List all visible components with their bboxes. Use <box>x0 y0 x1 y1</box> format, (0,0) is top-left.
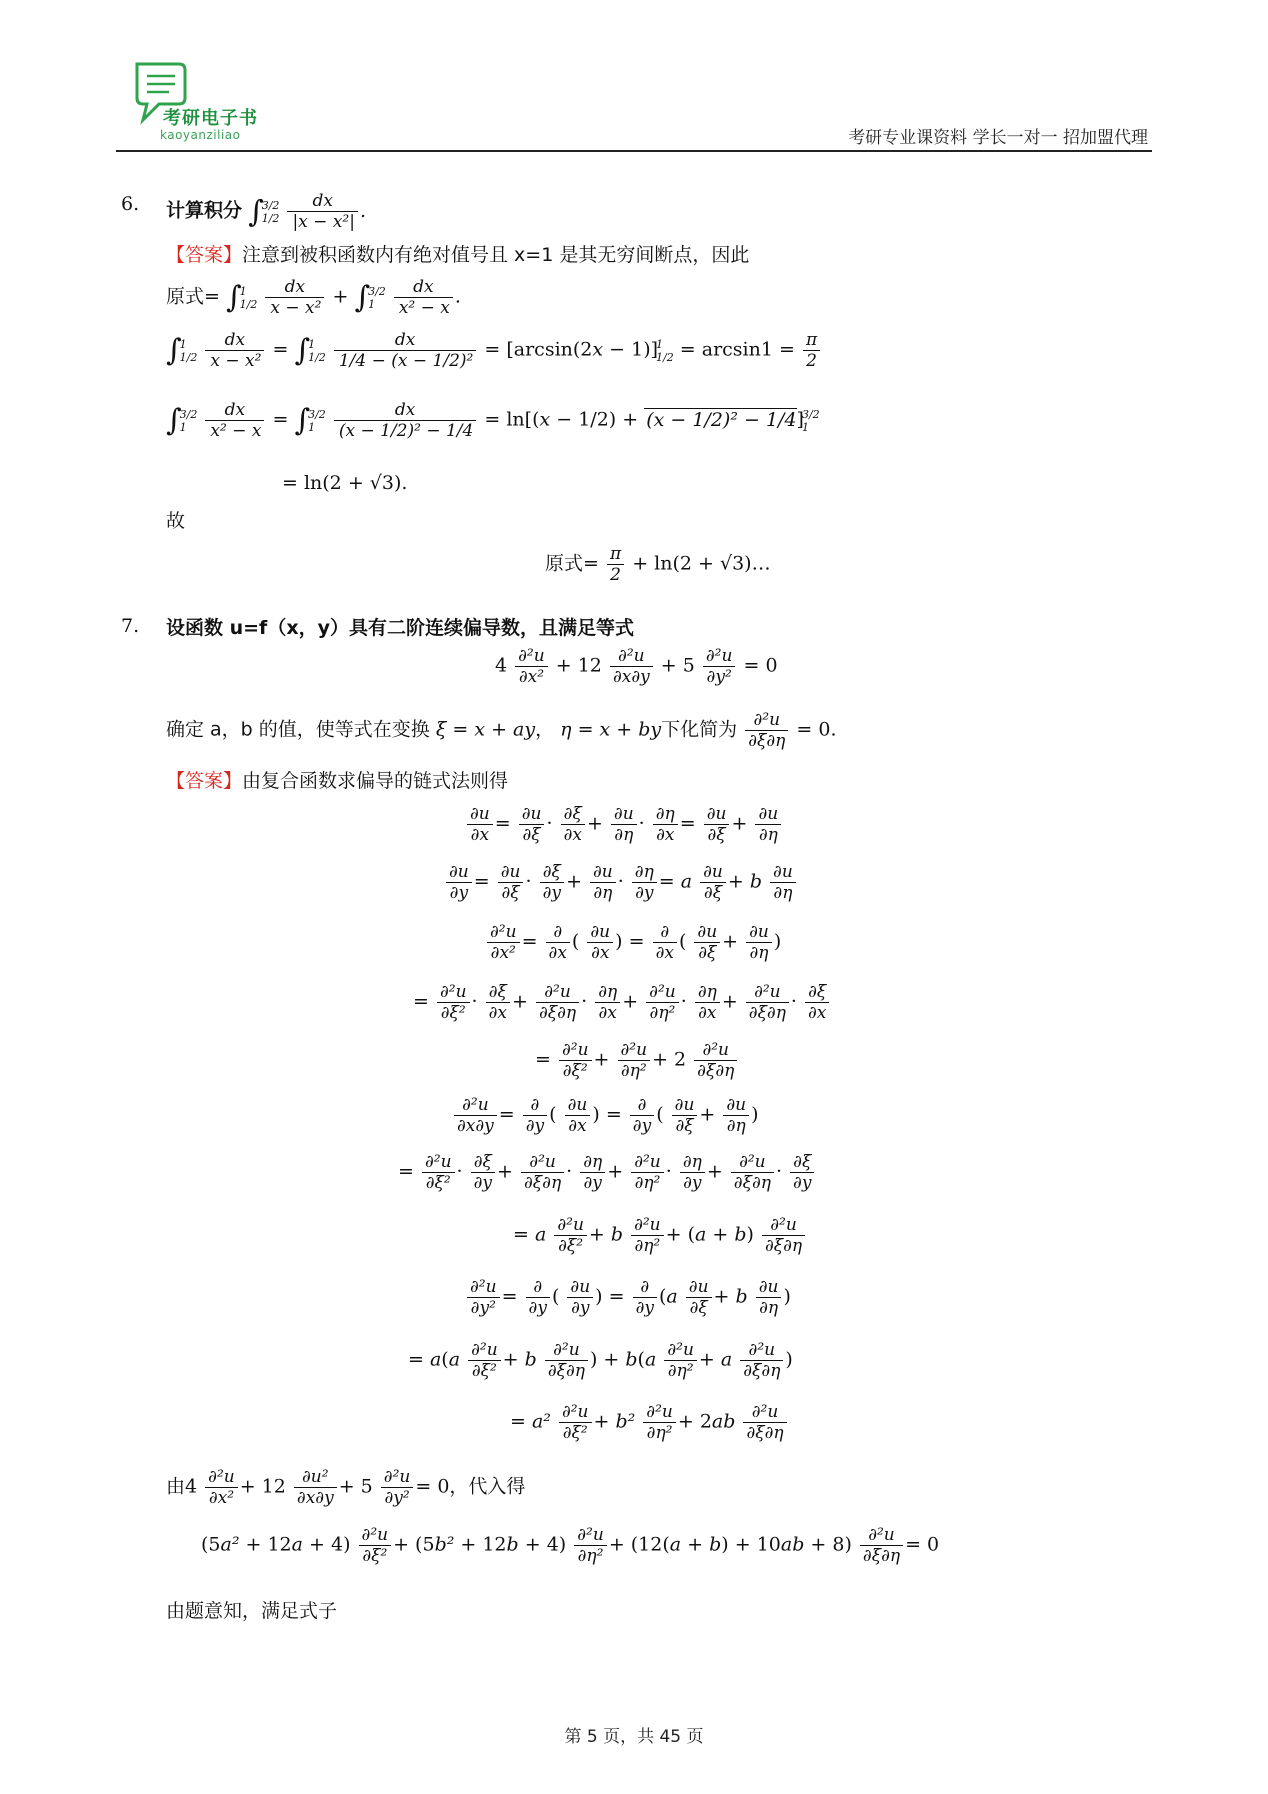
q7-answer: 【答案】由复合函数求偏导的链式法则得 <box>166 770 509 792</box>
q7-eq-uxx-3: = $\frac{\text{∂²u}}{\text{∂ξ²}}$ + $\frac{\text{∂²u}}{\text{∂η²}}$ + 2 $\frac{\text{∂²u}}{\partial\xi\partial\eta}$ <box>535 1040 739 1081</box>
header-slogan: 考研专业课资料 学长一对一 招加盟代理 <box>848 128 1148 148</box>
q7-eq-uyy-3: = a² $\frac{\text{∂²u}}{\text{∂ξ²}}$ + b² $\frac{\text{∂²u}}{\text{∂η²}}$ + 2ab $\frac{\text{∂²u}}{\partial\xi\partial\eta}$ <box>510 1402 789 1443</box>
header-divider <box>116 150 1152 152</box>
logo-subtext: kaoyanziliao <box>160 128 241 142</box>
q6-equation-1: 原式= ∫1 1/2 $\frac{dx}{\text{x − x²}}$ + ∫3/2 1 $\frac{dx}{\text{x² − x}}$ . <box>166 277 461 318</box>
q7-eq-uxy-3: = a $\frac{\text{∂²u}}{\text{∂ξ²}}$ + b $\frac{\text{∂²u}}{\text{∂η²}}$ + (a + b) $\frac{\text{∂²u}}{\partial\xi\partial\eta}$ <box>513 1215 807 1256</box>
q7-eq-uxx-2: = $\frac{\text{∂²u}}{\text{∂ξ²}}$ · $\frac{\partial\xi}{\partial x}$ + $\frac{\text{∂²u}}{\partial\xi\partial\eta}$ · $\frac{\partial\eta}{\partial x}$ + $\frac{\text{∂²u}}{\text{∂η²}}$ · $\frac{\partial\eta}{\partial x}$ + $\frac{\text{∂²u}}{\partial\xi\partial\eta}$ · $\frac{\partial\xi}{\partial x}$ <box>413 982 831 1023</box>
q6-equation-4: = ln(2 + √3). <box>282 472 408 494</box>
q7-eq-uyy-2: = a(a $\frac{\text{∂²u}}{\text{∂ξ²}}$ + b $\frac{\text{∂²u}}{\partial\xi\partial\eta}$ ) + b(a $\frac{\text{∂²u}}{\text{∂η²}}$ + a $\frac{\text{∂²u}}{\partial\xi\partial\eta}$ ) <box>408 1340 793 1381</box>
q7-eq-uxx-1: $\frac{\text{∂²u}}{\text{∂x²}}$ = $\frac{\partial}{\partial x}$ ( $\frac{\partial u}{\partial x}$ ) = $\frac{\partial}{\partial x}$ ( $\frac{\partial u}{\partial\xi}$ + $\frac{\partial u}{\partial\eta}$ ) <box>485 922 781 963</box>
q6-equation-2: ∫1 1/2 $\frac{dx}{\text{x − x²}}$ = ∫1 1/2 $\frac{dx}{\text{1/4 − (x − 1/2)²}}$ = [arcsin(2x − 1)]1 1/2 = arcsin1 = $\frac{\pi}{2}$ <box>166 330 822 371</box>
q7-eq-uyy-1: $\frac{\text{∂²u}}{\text{∂y²}}$ = $\frac{\partial}{\partial y}$ ( $\frac{\partial u}{\partial y}$ ) = $\frac{\partial}{\partial y}$ (a $\frac{\partial u}{\partial\xi}$ + b $\frac{\partial u}{\partial\eta}$ ) <box>465 1277 791 1318</box>
q6-therefore: 故 <box>166 510 186 532</box>
q7-number: 7. <box>121 615 140 637</box>
q7-eq-uy: $\frac{\partial u}{\partial y}$ = $\frac{\partial u}{\partial\xi}$ · $\frac{\partial\xi}{\partial y}$ + $\frac{\partial u}{\partial\eta}$ · $\frac{\partial\eta}{\partial y}$ = a $\frac{\partial u}{\partial\xi}$ + b $\frac{\partial u}{\partial\eta}$ <box>444 862 798 903</box>
q6-answer: 【答案】注意到被积函数内有绝对值号且 x=1 是其无穷间断点，因此 <box>166 244 750 266</box>
q7-determine: 确定 a，b 的值，使等式在变换 ξ = x + ay， η = x + by下化简为 $\frac{\text{∂²u}}{\partial\xi\partial\eta}$ = 0. <box>166 710 837 751</box>
q7-substituted: (5a² + 12a + 4) $\frac{\text{∂²u}}{\text{∂ξ²}}$ + (5b² + 12b + 4) $\frac{\text{∂²u}}{\text{∂η²}}$ + (12(a + b) + 10ab + 8) $\frac{\text{∂²u}}{\partial\xi\partial\eta}$ = 0 <box>201 1525 940 1566</box>
q6-number: 6. <box>121 193 140 215</box>
q7-title: 设函数 u=f（x，y）具有二阶连续偏导数，且满足等式 <box>166 617 634 639</box>
q6-title: 计算积分 ∫3/2 1/2 $\frac{dx}{\text{|x − x²|}}$ . <box>166 191 366 232</box>
q7-from-line: 由4 $\frac{\text{∂²u}}{\text{∂x²}}$ + 12 $\frac{\text{∂u²}}{\partial x\partial y}$ + 5 $\frac{\text{∂²u}}{\text{∂y²}}$ = 0，代入得 <box>166 1467 526 1508</box>
q7-eq-uxy-2: = $\frac{\text{∂²u}}{\text{∂ξ²}}$ · $\frac{\partial\xi}{\partial y}$ + $\frac{\text{∂²u}}{\partial\xi\partial\eta}$ · $\frac{\partial\eta}{\partial y}$ + $\frac{\text{∂²u}}{\text{∂η²}}$ · $\frac{\partial\eta}{\partial y}$ + $\frac{\text{∂²u}}{\partial\xi\partial\eta}$ · $\frac{\partial\xi}{\partial y}$ <box>398 1152 816 1193</box>
q6-result: 原式= $\frac{\pi}{2}$ + ln(2 + √3)… <box>545 544 771 585</box>
q6-equation-3: ∫3/2 1 $\frac{dx}{\text{x² − x}}$ = ∫3/2 1 $\frac{dx}{\text{(x − 1/2)² − 1/4}}$ = ln[(x − 1/2) + (x − 1/2)² − 1/4]3/2 1 <box>166 400 820 441</box>
page-footer: 第 5 页，共 45 页 <box>564 1727 704 1747</box>
logo-text: 考研电子书 <box>163 108 258 129</box>
q7-eq-ux: $\frac{\partial u}{\partial x}$ = $\frac{\partial u}{\partial\xi}$ · $\frac{\partial\xi}{\partial x}$ + $\frac{\partial u}{\partial\eta}$ · $\frac{\partial\eta}{\partial x}$ = $\frac{\partial u}{\partial\xi}$ + $\frac{\partial u}{\partial\eta}$ <box>465 804 783 845</box>
q7-pde: 4 $\frac{\text{∂²u}}{\text{∂x²}}$ + 12 $\frac{\text{∂²u}}{\partial x\partial y}$ + 5 $\frac{\text{∂²u}}{\text{∂y²}}$ = 0 <box>495 646 778 687</box>
q7-conclusion: 由题意知，满足式子 <box>166 1600 338 1622</box>
q7-eq-uxy-1: $\frac{\text{∂²u}}{\partial x\partial y}$ = $\frac{\partial}{\partial y}$ ( $\frac{\partial u}{\partial x}$ ) = $\frac{\partial}{\partial y}$ ( $\frac{\partial u}{\partial\xi}$ + $\frac{\partial u}{\partial\eta}$ ) <box>452 1095 759 1136</box>
